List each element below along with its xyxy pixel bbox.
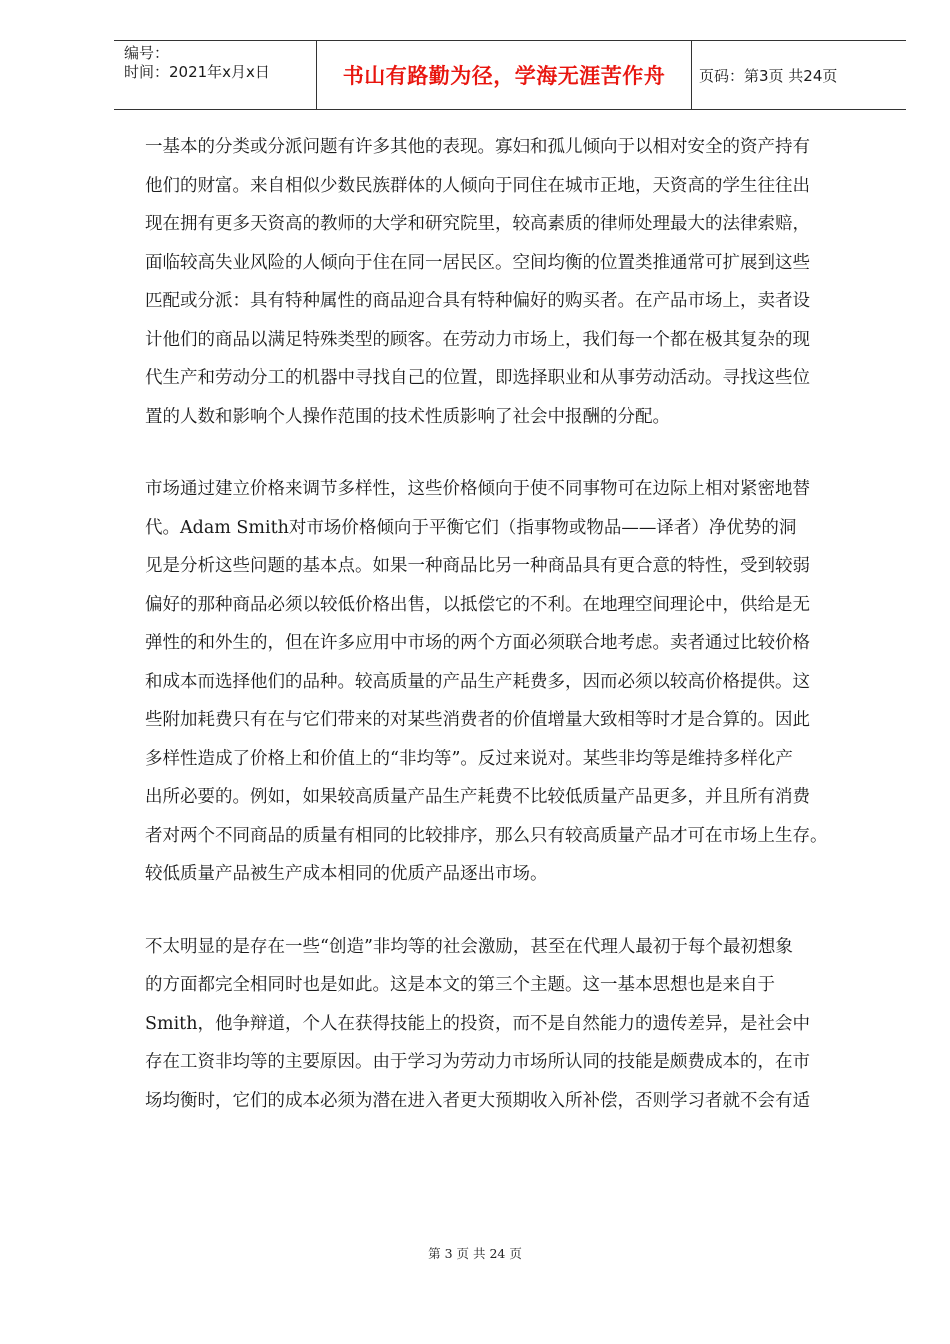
text-line: 市场通过建立价格来调节多样性，这些价格倾向于使不同事物可在边际上相对紧密地替: [145, 479, 810, 499]
text-line: 匹配或分派：具有特种属性的商品迎合具有特种偏好的购买者。在产品市场上，卖者设: [145, 291, 810, 311]
text-line: 者对两个不同商品的质量有相同的比较排序，那么只有较高质量产品才可在市场上生存。: [145, 825, 828, 846]
text-line: 多样性造成了价格上和价值上的“非均等”。反过来说对。某些非均等是维持多样化产: [145, 748, 793, 769]
text-line: 较低质量产品被生产成本相同的优质产品逐出市场。: [145, 864, 548, 884]
text-line: 一基本的分类或分派问题有许多其他的表现。寡妇和孤儿倾向于以相对安全的资产持有: [145, 137, 810, 157]
text-line: 代生产和劳动分工的机器中寻找自己的位置，即选择职业和从事劳动活动。寻找这些位: [145, 368, 810, 388]
document-body: [145, 128, 890, 1120]
text-line: 现在拥有更多天资高的教师的大学和研究院里，较高素质的律师处理最大的法律索赔，: [145, 214, 810, 234]
text-line: 面临较高失业风险的人倾向于住在同一居民区。空间均衡的位置类推通常可扩展到这些: [145, 252, 810, 273]
header-page-label: 页码：第3页 共24页: [699, 66, 838, 85]
text-line: 置的人数和影响个人操作范围的技术性质影响了社会中报酬的分配。: [145, 406, 670, 427]
text-line: 偏好的那种商品必须以较低价格出售，以抵偿它的不利。在地理空间理论中，供给是无: [145, 594, 810, 615]
paragraph-1: [145, 128, 890, 436]
header-meta: [114, 41, 316, 112]
paragraph-gap: [145, 894, 890, 928]
text-line: 弹性的和外生的，但在许多应用中市场的两个方面必须联合地考虑。卖者通过比较价格: [145, 633, 810, 653]
text-line: 的方面都完全相同时也是如此。这是本文的第三个主题。这一基本思想也是来自于: [145, 975, 775, 995]
page-footer: 第 3 页 共 24 页: [428, 1246, 522, 1261]
document-time-label: 时间：2021年x月x日: [124, 63, 270, 81]
text-line: 不太明显的是存在一些“创造”非均等的社会激励，甚至在代理人最初于每个最初想象: [145, 936, 793, 957]
page-header: [114, 40, 906, 110]
text-line: 出所必要的。例如，如果较高质量产品生产耗费不比较低质量产品更多，并且所有消费: [145, 787, 810, 807]
text-line: 代。Adam Smith对市场价格倾向于平衡它们（指事物或物品——译者）净优势的洞: [145, 517, 797, 538]
text-line: Smith，他争辩道，个人在获得技能上的投资，而不是自然能力的遗传差异，是社会中: [145, 1013, 810, 1034]
paragraph-2: [145, 470, 890, 894]
text-line: 些附加耗费只有在与它们带来的对某些消费者的价值增量大致相等时才是合算的。因此: [145, 710, 810, 730]
paragraph-gap: [145, 436, 890, 470]
text-line: 他们的财富。来自相似少数民族群体的人倾向于同住在城市正地，天资高的学生往往出: [145, 175, 810, 196]
text-line: 存在工资非均等的主要原因。由于学习为劳动力市场所认同的技能是颇费成本的，在市: [145, 1052, 810, 1072]
header-motto: 书山有路勤为径，学海无涯苦作舟: [316, 41, 692, 109]
text-line: 和成本而选择他们的品种。较高质量的产品生产耗费多，因而必须以较高价格提供。这: [145, 671, 810, 692]
document-number-label: 编号：: [124, 44, 170, 62]
text-line: 见是分析这些问题的基本点。如果一种商品比另一种商品具有更合意的特性，受到较弱: [145, 556, 810, 576]
paragraph-3: [145, 928, 890, 1121]
text-line: 场均衡时，它们的成本必须为潜在进入者更大预期收入所补偿，否则学习者就不会有适: [145, 1090, 810, 1111]
text-line: 计他们的商品以满足特殊类型的顾客。在劳动力市场上，我们每一个都在极其复杂的现: [145, 329, 810, 350]
